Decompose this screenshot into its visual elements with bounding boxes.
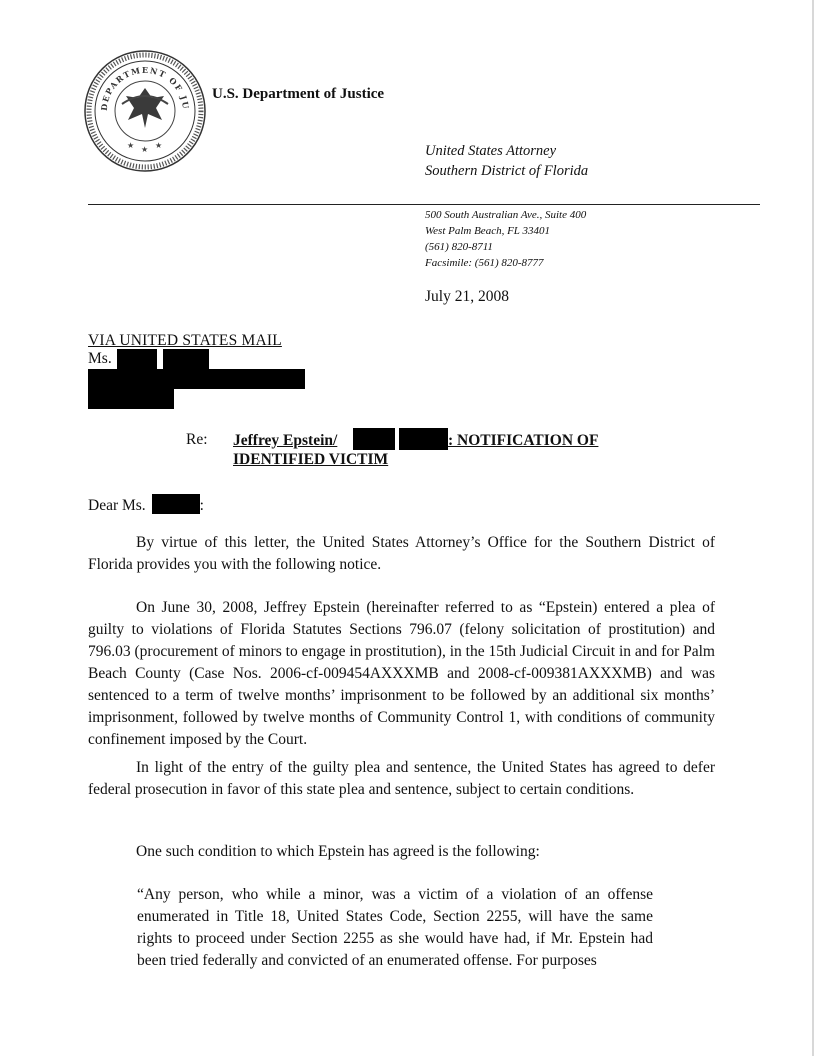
svg-text:★: ★	[155, 141, 163, 150]
redaction-block	[88, 389, 174, 409]
agency-name: U.S. Department of Justice	[212, 86, 385, 102]
letter-date: July 21, 2008	[425, 288, 509, 305]
office-district: Southern District of Florida	[425, 163, 589, 179]
delivery-method: VIA UNITED STATES MAIL	[88, 332, 282, 349]
letterhead-divider	[88, 204, 760, 205]
greeting-suffix: :	[199, 497, 204, 514]
body-paragraph-3: In light of the entry of the guilty plea and sentence, the United States has agreed to defer federal prosecution in favor of this state plea and sentence, subject to certain conditions.	[88, 759, 715, 798]
subject-label: Re:	[186, 431, 208, 448]
redaction-block	[117, 349, 157, 369]
redaction-block	[163, 349, 209, 369]
body-paragraph-1: By virtue of this letter, the United States Attorney’s Office for the Southern District of Florida provides you with the following notice.	[88, 534, 715, 573]
address-line-1: 500 South Australian Ave., Suite 400	[425, 209, 587, 221]
body-paragraph-2: On June 30, 2008, Jeffrey Epstein (hereinafter referred to as “Epstein) entered a plea of guilty to violations of Florida Statutes Sections 796.07 (felony solicitation of prostitution) and 796.03 (procurement of minors to engage in prostitution), in the 15th Judicial Circuit in and for Palm Beach County (Case Nos. 2006-cf-009454AXXXMB and 2008-cf-009381AXXXMB) and was sentenced to a term of twelve months’ imprisonment to be followed by an additional six months’ imprisonment, followed by twelve months of Community Control 1, with conditions of community confinement imposed by the Court.	[88, 599, 715, 748]
doj-seal-logo	[82, 48, 208, 174]
address-fax: Facsimile: (561) 820-8777	[425, 257, 544, 269]
address-line-2: West Palm Beach, FL 33401	[425, 225, 550, 237]
svg-text:★: ★	[127, 141, 135, 150]
svg-text:★: ★	[141, 145, 149, 154]
office-address	[425, 207, 586, 271]
subject-name: Jeffrey Epstein/	[233, 432, 338, 449]
quoted-condition: “Any person, who while a minor, was a victim of a violation of an offense enumerated in Title 18, United States Code, Section 2255, will have the same rights to proceed under Section 2255 as she would have had, if Mr. Epstein had been tried federally and convicted of an enumerated offense. For purposes	[137, 886, 653, 969]
subject-heading-line-2: IDENTIFIED VICTIM	[233, 451, 389, 468]
greeting-prefix: Dear Ms.	[88, 497, 146, 514]
page-edge	[812, 0, 814, 1056]
greeting	[88, 494, 204, 515]
redaction-block	[353, 428, 395, 450]
seal-text: DEPARTMENT OF JU	[98, 64, 192, 112]
redaction-block	[152, 494, 200, 514]
recipient-salutation: Ms.	[88, 350, 112, 367]
redaction-block	[88, 369, 305, 389]
office-block	[425, 141, 588, 181]
office-title: United States Attorney	[425, 143, 557, 159]
body-paragraph-4: One such condition to which Epstein has agreed is the following:	[136, 843, 540, 860]
redaction-block	[399, 428, 448, 450]
subject-heading: : NOTIFICATION OF	[448, 432, 599, 449]
address-phone: (561) 820-8711	[425, 241, 493, 253]
